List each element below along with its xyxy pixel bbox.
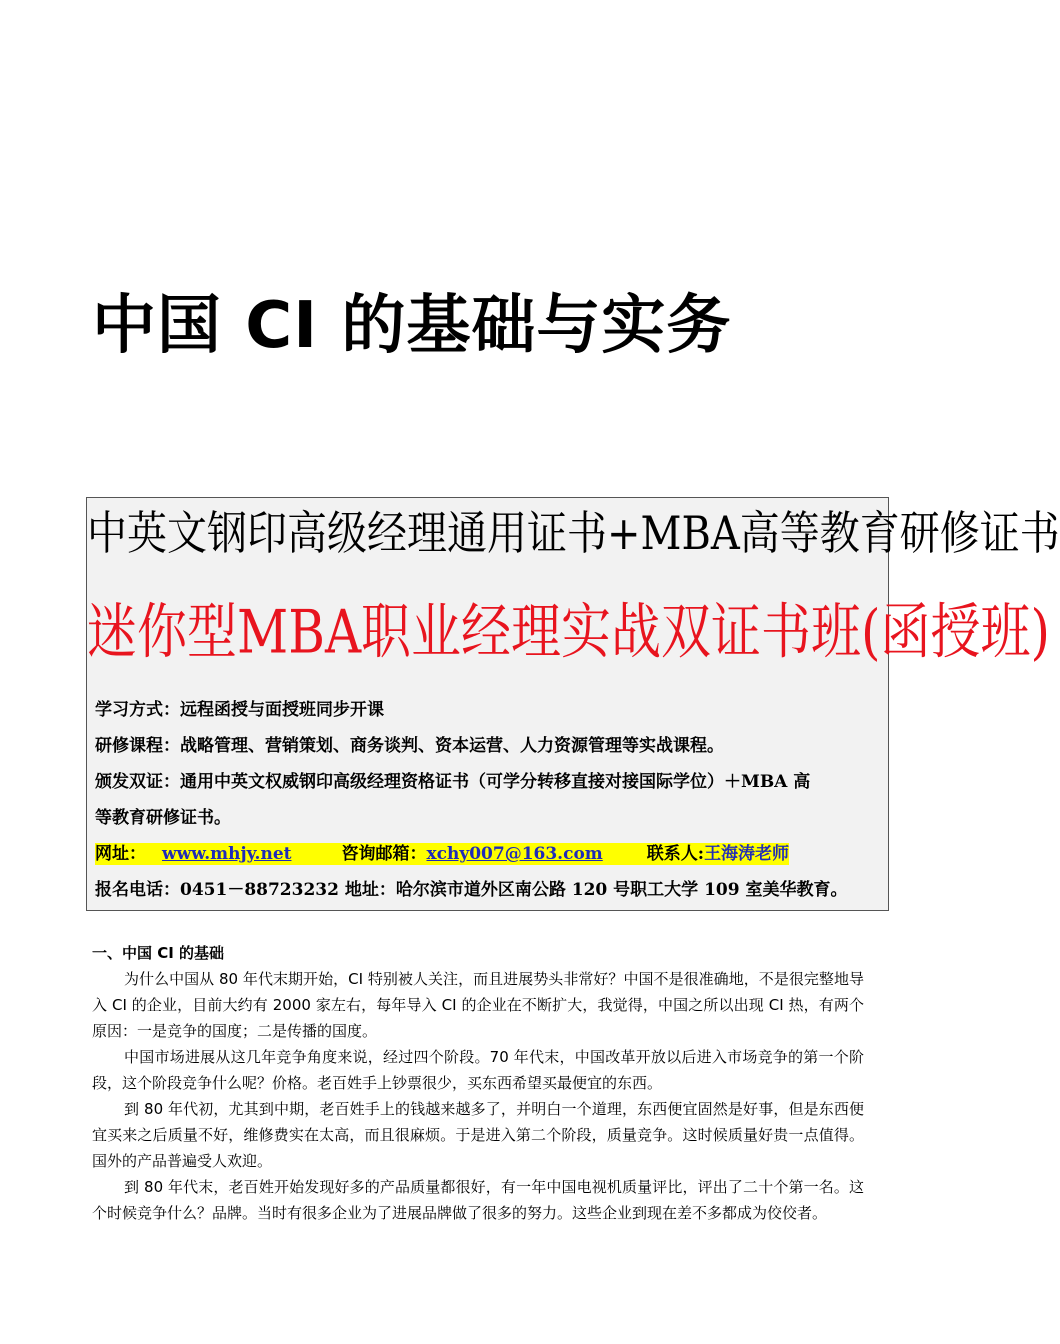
website-label: 网址： — [95, 844, 146, 864]
ad-headline: 中英文钢印高级经理通用证书+MBA高等教育研修证书 — [87, 507, 1060, 561]
contact-person-label: 联系人: — [646, 844, 705, 864]
website-link[interactable]: www.mhjy.net — [162, 844, 292, 864]
ad-phone-address: 报名电话：0451－88723232 地址：哈尔滨市道外区南公路 120 号职工大学 109 室美华教育。 — [95, 880, 848, 900]
advertisement-box — [86, 497, 1060, 911]
ad-certificates-cont: 等教育研修证书。 — [95, 808, 231, 828]
document-title: 中国 CI 的基础与实务 — [92, 289, 732, 363]
ad-contact-line — [95, 842, 880, 866]
email-link[interactable]: xchy007@163.com — [426, 844, 603, 864]
ad-subhead: 迷你型MBA职业经理实战双证书班(函授班) — [87, 597, 1051, 667]
paragraph: 为什么中国从 80 年代末期开始，CI 特别被人关注，而且进展势头非常好？中国不是很准确地，不是很完整地导入 CI 的企业，目前大约有 2000 家左右，每年导入 CI 的企业在不断扩大，我觉得，中国之所以出现 CI 热，有两个原因：一是竞争的国度；二是传播的国度。 — [92, 970, 864, 1040]
paragraph: 到 80 年代末，老百姓开始发现好多的产品质量都很好，有一年中国电视机质量评比，评出了二十个第一名。这个时候竞争什么？品牌。当时有很多企业为了进展品牌做了很多的努力。这些企业到现在差不多都成为佼佼者。 — [92, 1178, 864, 1222]
paragraph: 中国市场进展从这几年竞争角度来说，经过四个阶段。70 年代末，中国改革开放以后进入市场竞争的第一个阶段，这个阶段竞争什么呢？价格。老百姓手上钞票很少，买东西希望买最便宜的东西。 — [92, 1048, 864, 1092]
ad-courses: 研修课程：战略管理、营销策划、商务谈判、资本运营、人力资源管理等实战课程。 — [95, 736, 724, 756]
ad-certificates: 颁发双证：通用中英文权威钢印高级经理资格证书（可学分转移直接对接国际学位）＋MBA 高 — [95, 772, 811, 792]
email-label: 咨询邮箱： — [341, 844, 427, 864]
article-body — [92, 940, 864, 1226]
ad-study-method: 学习方式：远程函授与面授班同步开课 — [95, 700, 384, 720]
contact-highlight — [95, 843, 789, 865]
section-heading: 一、中国 CI 的基础 — [92, 944, 225, 962]
contact-person-name: 王海涛老师 — [704, 844, 790, 864]
paragraph: 到 80 年代初，尤其到中期，老百姓手上的钱越来越多了，并明白一个道理，东西便宜固然是好事，但是东西便宜买来之后质量不好，维修费实在太高，而且很麻烦。于是进入第二个阶段，质量竞争。这时候质量好贵一点值得。国外的产品普遍受人欢迎。 — [92, 1100, 864, 1170]
